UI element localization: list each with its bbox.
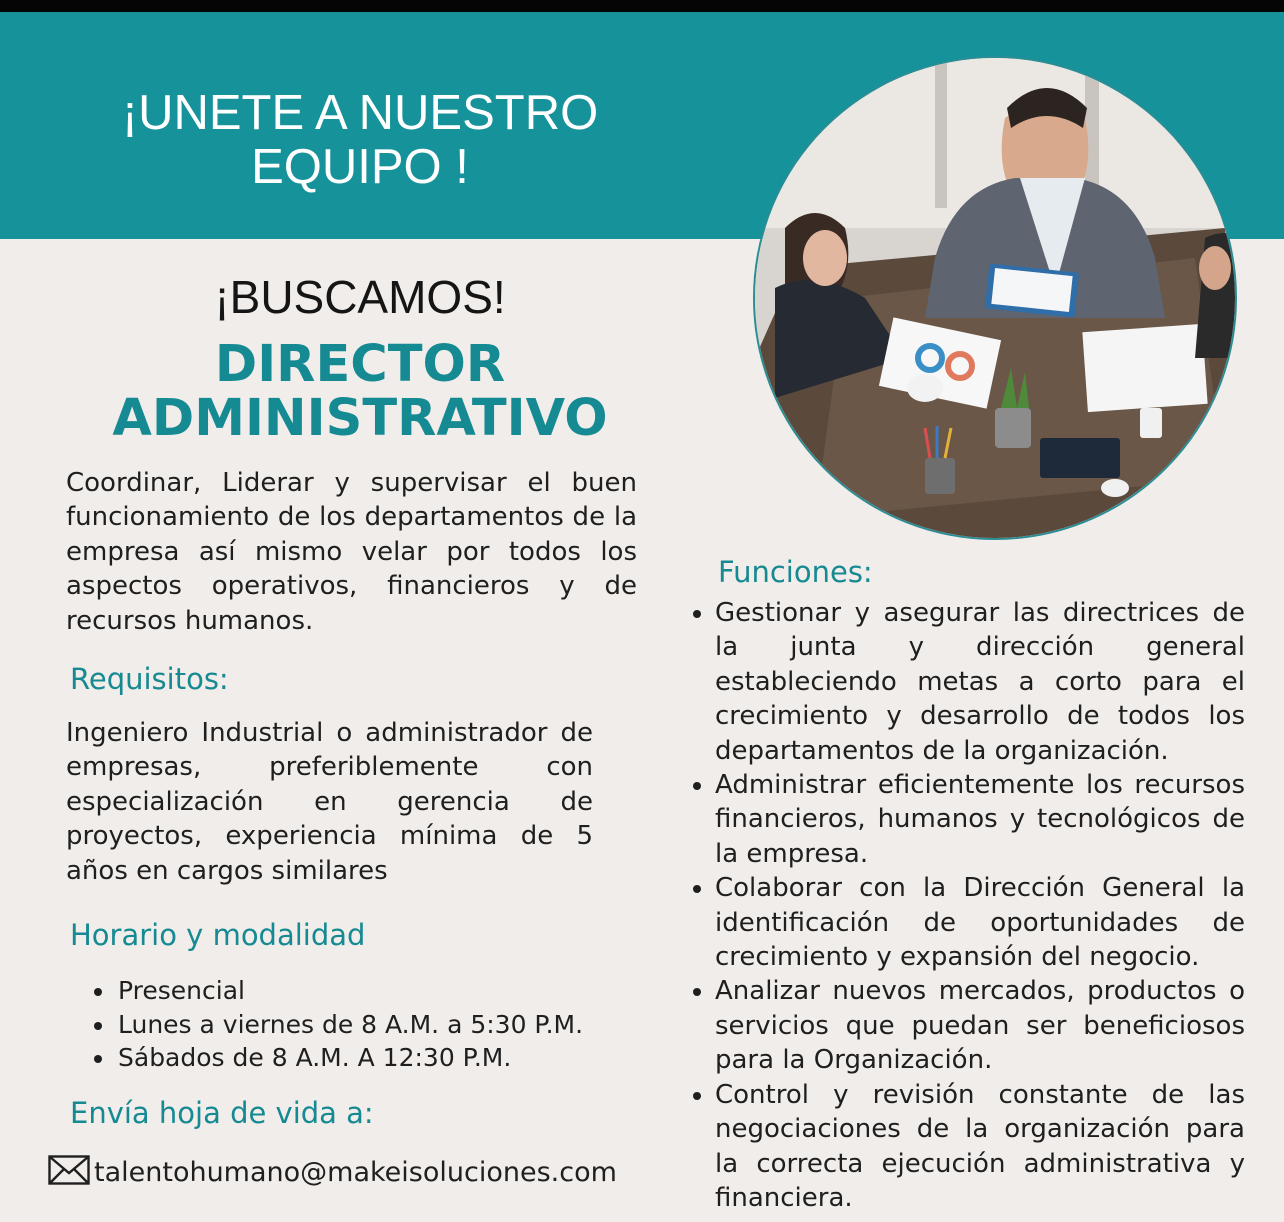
list-item: • Colaborar con la Dirección General la identificación de oportunidades de crecimiento y expansión del negocio. [715, 871, 1245, 974]
functions-list [690, 596, 1245, 1215]
schedule-title: Horario y modalidad [70, 918, 366, 952]
functions-title: Funciones: [718, 555, 873, 589]
contact-title: Envía hoja de vida a: [70, 1096, 374, 1130]
list-item: • Administrar eficientemente los recursos financieros, humanos y tecnológicos de la empresa. [715, 768, 1245, 871]
email-link[interactable]: talentohumano@makeisoluciones.com [94, 1156, 617, 1188]
list-item: • Gestionar y asegurar las directrices de la junta y dirección general estableciendo metas a corto para el crecimiento y desarrollo de todos los departamentos de la organización. [715, 596, 1245, 768]
headline-line1: ¡UNETE A NUESTRO [121, 86, 599, 140]
position-title [60, 335, 660, 448]
looking-for-heading: ¡BUSCAMOS! [214, 271, 506, 323]
headline [60, 86, 660, 194]
schedule-list [84, 974, 583, 1075]
headline-line2: EQUIPO ! [251, 140, 469, 194]
envelope-icon [48, 1155, 90, 1189]
list-item: • Presencial [116, 974, 583, 1008]
top-border [0, 0, 1284, 12]
position-title-line2: ADMINISTRATIVO [112, 389, 608, 448]
requirements-text: Ingeniero Industrial o administrador de empresas, preferiblemente con especialización en gerencia de proyectos, experiencia mínima de 5 años en cargos similares [66, 718, 593, 886]
job-description: Coordinar, Liderar y supervisar el buen funcionamiento de los departamentos de la empresa así mismo velar por todos los aspectos operativos, financieros y de recursos humanos. [66, 468, 637, 636]
list-item: • Sábados de 8 A.M. A 12:30 P.M. [116, 1041, 583, 1075]
list-item: • Lunes a viernes de 8 A.M. a 5:30 P.M. [116, 1008, 583, 1042]
position-title-line1: DIRECTOR [214, 335, 506, 394]
email-row [48, 1152, 617, 1192]
meeting-photo [753, 56, 1237, 540]
list-item: • Analizar nuevos mercados, productos o servicios que puedan ser beneficiosos para la Organización. [715, 974, 1245, 1077]
list-item: • Control y revisión constante de las negociaciones de la organización para la correcta ejecución administrativa y financiera. [715, 1078, 1245, 1216]
requirements-title: Requisitos: [70, 662, 229, 696]
